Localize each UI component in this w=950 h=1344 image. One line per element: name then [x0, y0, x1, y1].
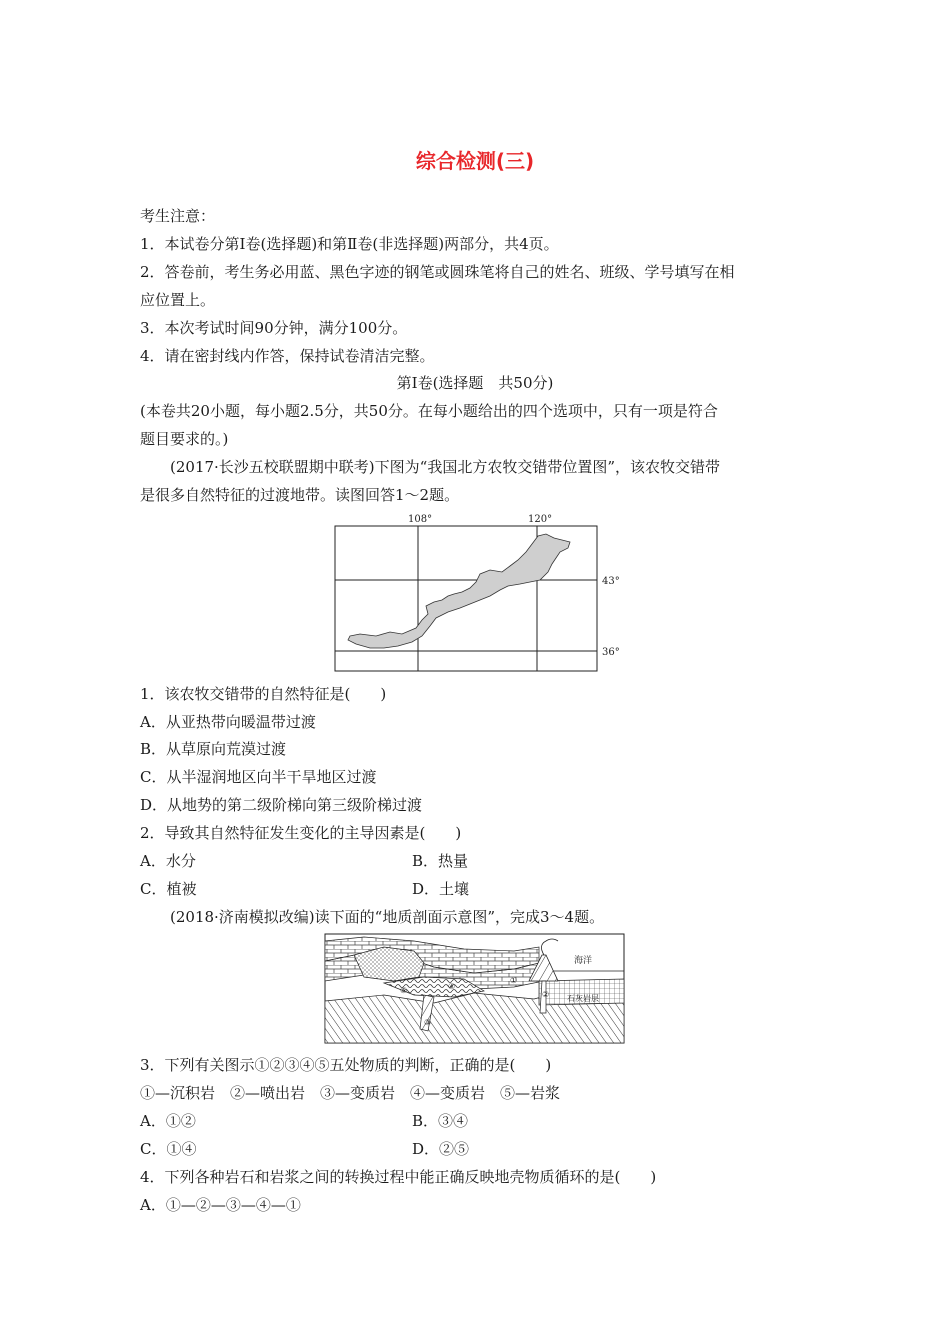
question-stem: 1．该农牧交错带的自然特征是( ): [140, 685, 387, 703]
latitude-label-36: 36°: [602, 647, 620, 658]
marker-1: ①: [510, 976, 518, 985]
notice-heading: 考生注意：: [140, 207, 216, 225]
latitude-label-43: 43°: [602, 576, 620, 587]
option: A．①—②—③—④—①: [140, 1196, 301, 1214]
option: D．从地势的第二级阶梯向第三级阶梯过渡: [140, 796, 423, 814]
option: A．①②: [140, 1112, 196, 1130]
option: C．①④: [140, 1140, 197, 1158]
marker-3: ③: [424, 1018, 432, 1027]
notice-item: 3．本次考试时间90分钟，满分100分。: [140, 319, 408, 337]
option: B．从草原向荒漠过渡: [140, 740, 287, 758]
notice-item: 1．本试卷分第Ⅰ卷(选择题)和第Ⅱ卷(非选择题)两部分，共4页。: [140, 235, 559, 253]
marker-5: ⑤: [400, 986, 408, 995]
section-title: 第Ⅰ卷(选择题 共50分): [396, 374, 554, 392]
question-stem: 3．下列有关图示①②③④⑤五处物质的判断，正确的是( ): [140, 1056, 552, 1074]
notice-item: 应位置上。: [140, 291, 216, 309]
limestone-label: 石灰岩层: [567, 994, 599, 1003]
option: A．水分: [140, 852, 196, 870]
option: D．②⑤: [412, 1140, 470, 1158]
longitude-label-108: 108°: [408, 514, 433, 525]
option: A．从亚热带向暖温带过渡: [140, 713, 316, 731]
question-statement: ①—沉积岩 ②—喷出岩 ③—变质岩 ④—变质岩 ⑤—岩浆: [140, 1084, 561, 1102]
option: B．③④: [412, 1112, 469, 1130]
group-intro: (2018·济南模拟改编)读下面的“地质剖面示意图”，完成3～4题。: [170, 908, 605, 926]
group-intro: (2017·长沙五校联盟期中联考)下图为“我国北方农牧交错带位置图”，该农牧交错带: [170, 458, 720, 476]
question-stem: 2．导致其自然特征发生变化的主导因素是( ): [140, 824, 462, 842]
section-instructions: (本卷共20小题，每小题2.5分，共50分。在每小题给出的四个选项中，只有一项是符合: [140, 402, 718, 420]
section-instructions: 题目要求的。): [140, 430, 229, 448]
page-title: 综合检测(三): [415, 149, 535, 173]
farming-pastoral-zone-map: [330, 508, 630, 673]
option: C．植被: [140, 880, 197, 898]
marker-4: ④: [448, 982, 456, 991]
question-stem: 4．下列各种岩石和岩浆之间的转换过程中能正确反映地壳物质循环的是( ): [140, 1168, 657, 1186]
notice-item: 4．请在密封线内作答，保持试卷清洁完整。: [140, 347, 435, 365]
marker-2: ②: [542, 990, 550, 999]
option: D．土壤: [412, 880, 470, 898]
option: C．从半湿润地区向半干旱地区过渡: [140, 768, 377, 786]
group-intro: 是很多自然特征的过渡地带。读图回答1～2题。: [140, 486, 460, 504]
ocean-label: 海洋: [574, 956, 593, 966]
option: B．热量: [412, 852, 469, 870]
longitude-label-120: 120°: [528, 514, 553, 525]
notice-item: 2．答卷前，考生务必用蓝、黑色字迹的钢笔或圆珠笔将自己的姓名、班级、学号填写在相: [140, 263, 735, 281]
geologic-cross-section: [324, 933, 626, 1045]
dotted-layer: [354, 947, 424, 981]
